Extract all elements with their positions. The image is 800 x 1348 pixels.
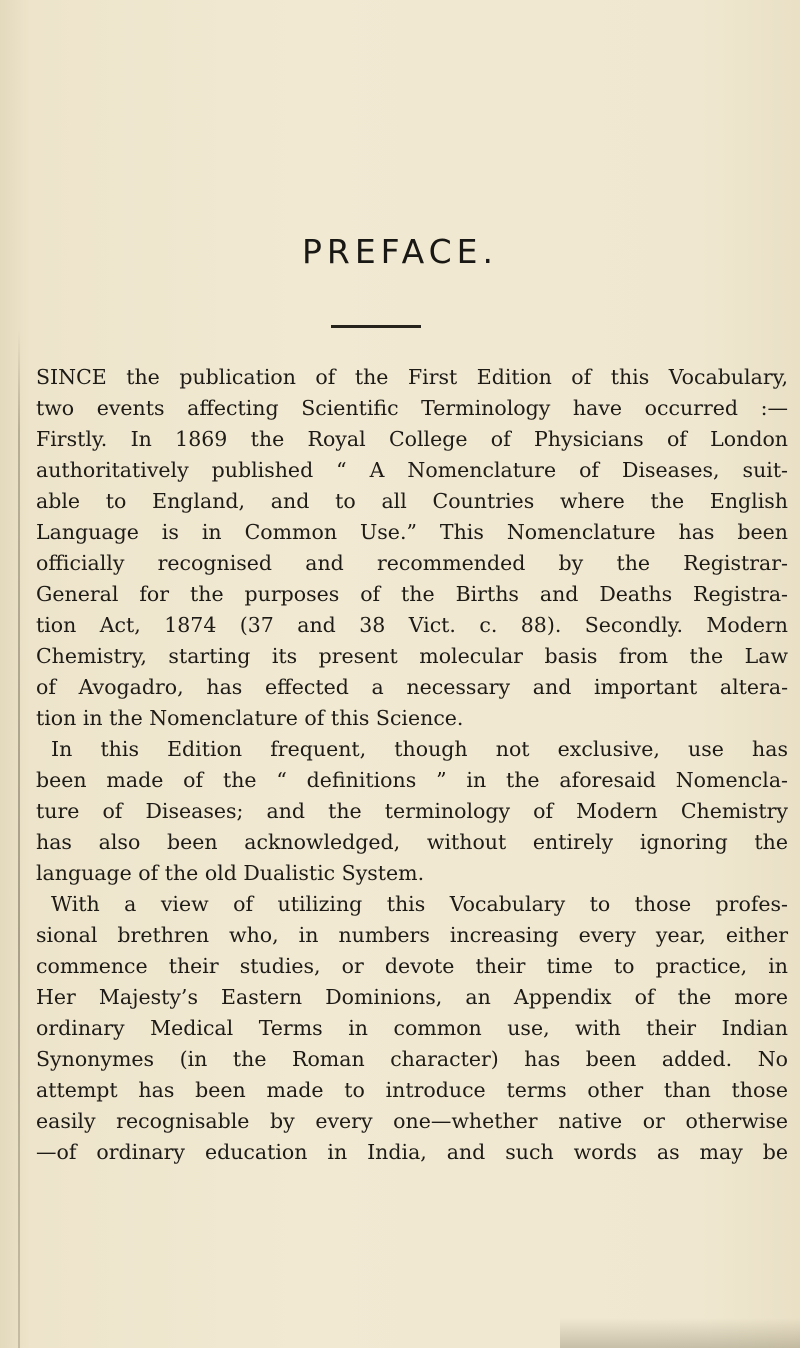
- text-line: Chemistry, starting its present molecular basis from the Law: [36, 644, 788, 668]
- text-line: has also been acknowledged, without entirely ignoring the: [36, 830, 788, 854]
- text-line: of Avogadro, has effected a necessary and important altera-: [36, 675, 788, 699]
- text-line: two events affecting Scientific Terminology have occurred :—: [36, 396, 788, 420]
- text-line: ture of Diseases; and the terminology of Modern Chemistry: [36, 799, 788, 823]
- text-line: authoritatively published “ A Nomenclature of Diseases, suit-: [36, 458, 788, 482]
- text-line: able to England, and to all Countries where the English: [36, 489, 788, 513]
- text-line: With a view of utilizing this Vocabulary to those profes-: [51, 892, 788, 916]
- text-line: been made of the “ definitions ” in the aforesaid Nomencla-: [36, 768, 788, 792]
- text-line: attempt has been made to introduce terms other than those: [36, 1078, 788, 1102]
- page-corner-shadow: [560, 1318, 800, 1348]
- text-line: sional brethren who, in numbers increasing every year, either: [36, 923, 788, 947]
- text-line: In this Edition frequent, though not exclusive, use has: [51, 737, 788, 761]
- text-line: SINCE the publication of the First Edition of this Vocabulary,: [36, 365, 788, 389]
- text-line: —of ordinary education in India, and such words as may be: [36, 1140, 788, 1164]
- text-line: Synonymes (in the Roman character) has been added. No: [36, 1047, 788, 1071]
- text-line: Language is in Common Use.” This Nomenclature has been: [36, 520, 788, 544]
- text-line: language of the old Dualistic System.: [36, 861, 425, 885]
- text-line: tion Act, 1874 (37 and 38 Vict. c. 88). Secondly. Modern: [36, 613, 788, 637]
- preface-body: [36, 362, 788, 1168]
- heading-rule: [331, 325, 421, 328]
- text-line: Firstly. In 1869 the Royal College of Physicians of London: [36, 427, 788, 451]
- text-line: ordinary Medical Terms in common use, with their Indian: [36, 1016, 788, 1040]
- text-line: commence their studies, or devote their time to practice, in: [36, 954, 788, 978]
- page-edge-shadow: [18, 330, 20, 1348]
- text-line: tion in the Nomenclature of this Science.: [36, 706, 464, 730]
- page-title: PREFACE.: [301, 232, 498, 271]
- text-line: officially recognised and recommended by the Registrar-: [36, 551, 788, 575]
- text-line: Her Majesty’s Eastern Dominions, an Appendix of the more: [36, 985, 788, 1009]
- text-line: easily recognisable by every one—whether native or otherwise: [36, 1109, 788, 1133]
- text-line: General for the purposes of the Births and Deaths Registra-: [36, 582, 788, 606]
